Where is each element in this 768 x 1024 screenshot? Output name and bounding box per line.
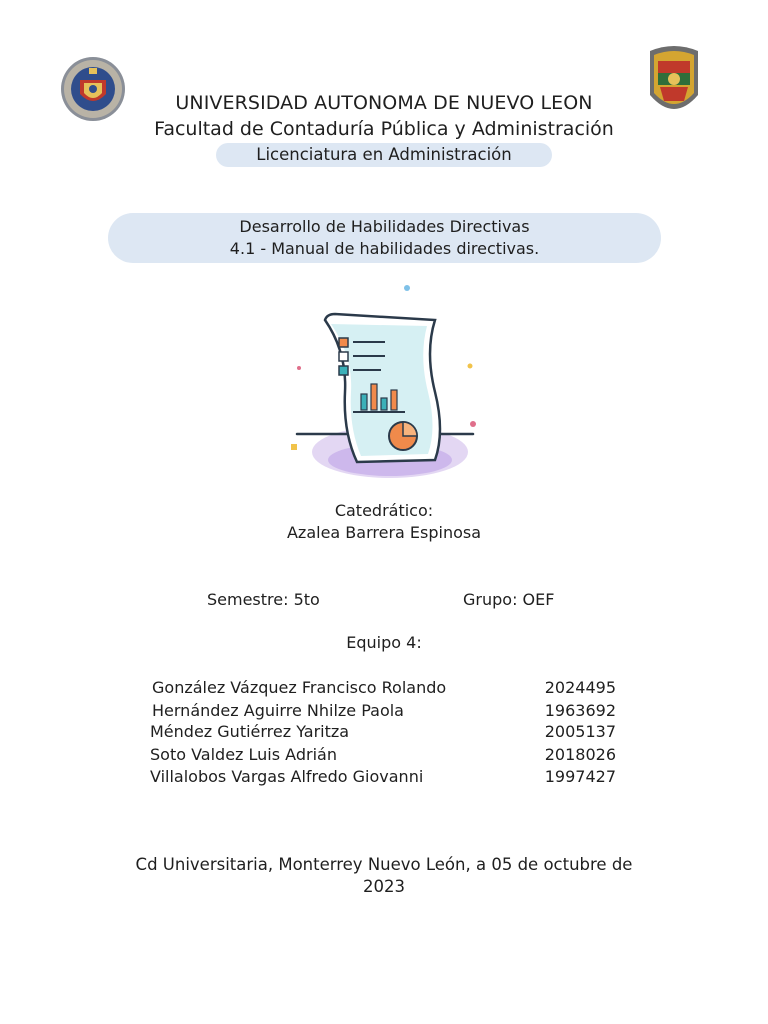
location-line: Cd Universitaria, Monterrey Nuevo León, a 05 de octubre de bbox=[135, 855, 633, 874]
location-date bbox=[110, 854, 658, 898]
location-year: 2023 bbox=[363, 877, 405, 896]
faculty-name: Facultad de Contaduría Pública y Administración bbox=[154, 118, 614, 140]
semester: Semestre: 5to bbox=[207, 590, 320, 609]
course-banner bbox=[108, 213, 661, 263]
member-name: Villalobos Vargas Alfredo Giovanni bbox=[150, 767, 424, 786]
group: Grupo: OEF bbox=[463, 590, 555, 609]
report-document-icon bbox=[285, 282, 485, 482]
member-name: Méndez Gutiérrez Yaritza bbox=[150, 722, 350, 741]
member-id: 2018026 bbox=[544, 745, 616, 764]
member-id: 1997427 bbox=[544, 767, 616, 786]
team-label: Equipo 4: bbox=[346, 633, 422, 652]
member-name: Soto Valdez Luis Adrián bbox=[150, 745, 337, 764]
teacher-label: Catedrático: bbox=[334, 501, 434, 520]
degree-label: Licenciatura en Administración bbox=[216, 143, 552, 167]
member-name: Hernández Aguirre Nhilze Paola bbox=[152, 701, 404, 720]
assignment-title: 4.1 - Manual de habilidades directivas. bbox=[229, 239, 540, 258]
member-id: 2005137 bbox=[544, 722, 616, 741]
course-name: Desarrollo de Habilidades Directivas bbox=[239, 217, 530, 236]
member-id: 2024495 bbox=[544, 678, 616, 697]
member-name: González Vázquez Francisco Rolando bbox=[152, 678, 447, 697]
teacher-name: Azalea Barrera Espinosa bbox=[286, 523, 482, 542]
university-name: UNIVERSIDAD AUTONOMA DE NUEVO LEON bbox=[175, 92, 593, 114]
member-id: 1963692 bbox=[544, 701, 616, 720]
